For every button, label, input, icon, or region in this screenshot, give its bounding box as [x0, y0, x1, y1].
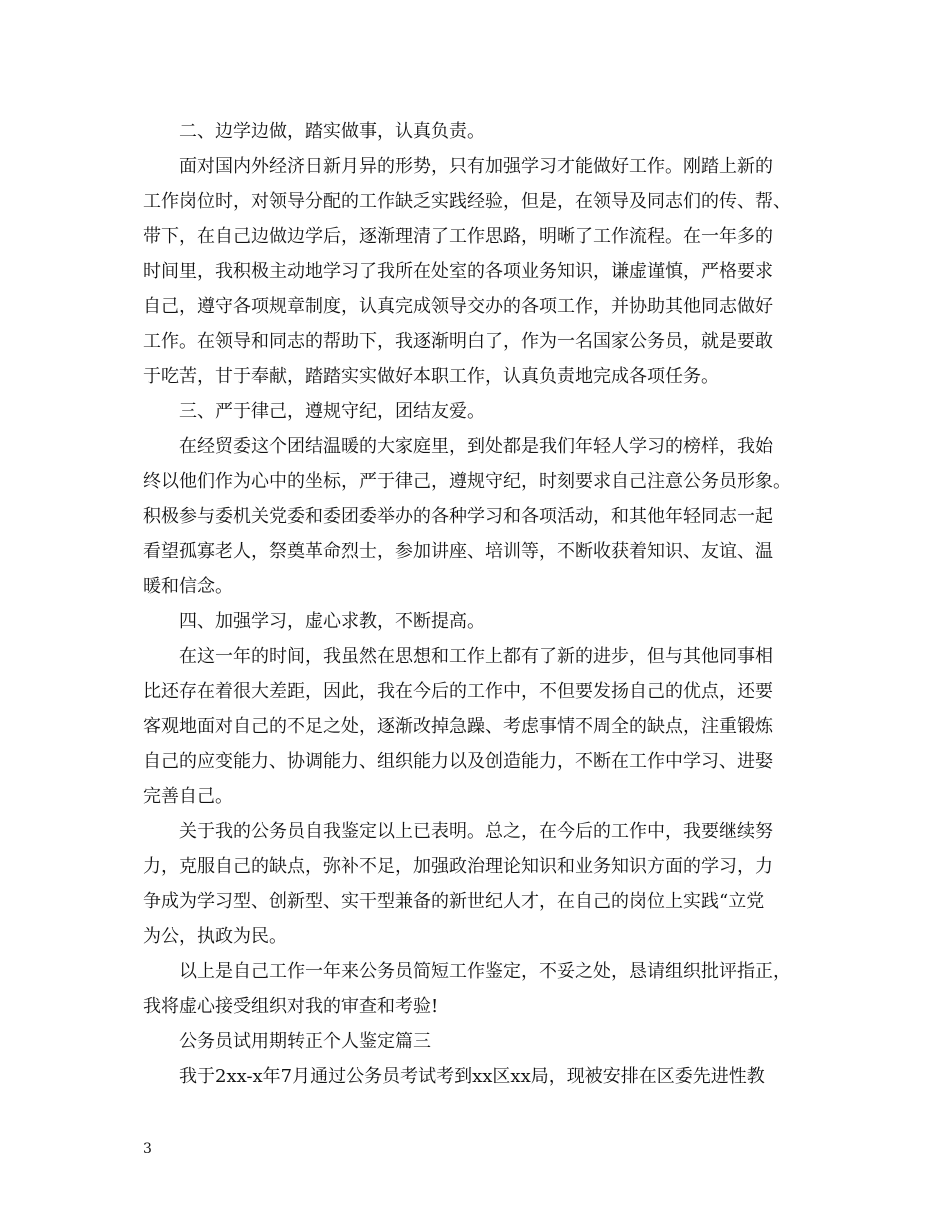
paragraph-line: 我将虚心接受组织对我的审查和考验!	[143, 996, 439, 1017]
paragraph-line: 在这一年的时间，我虽然在思想和工作上都有了新的进步，但与其他同事相	[179, 646, 773, 667]
paragraph-line: 比还存在着很大差距，因此，我在今后的工作中，不但要发扬自己的优点，还要	[143, 681, 773, 702]
paragraph-line: 在经贸委这个团结温暖的大家庭里，到处都是我们年轻人学习的榜样，我始	[179, 436, 773, 457]
section-heading-3: 三、严于律己，遵规守纪，团结友爱。	[179, 401, 485, 422]
paragraph-line: 于吃苦，甘于奉献，踏踏实实做好本职工作，认真负责地完成各项任务。	[143, 366, 719, 387]
paragraph-line: 自己，遵守各项规章制度，认真完成领导交办的各项工作，并协助其他同志做好	[143, 296, 773, 317]
paragraph-line: 为公，执政为民。	[143, 926, 287, 947]
paragraph-line: 关于我的公务员自我鉴定以上已表明。总之，在今后的工作中，我要继续努	[179, 821, 773, 842]
paragraph-line: 面对国内外经济日新月异的形势，只有加强学习才能做好工作。刚踏上新的	[179, 156, 773, 177]
page-number: 3	[143, 1141, 152, 1157]
paragraph-line: 完善自己。	[143, 786, 233, 807]
paragraph-line: 看望孤寡老人，祭奠革命烈士，参加讲座、培训等，不断收获着知识、友谊、温	[143, 541, 773, 562]
paragraph-line: 力，克服自己的缺点，弥补不足，加强政治理论知识和业务知识方面的学习，力	[143, 856, 773, 877]
paragraph-line: 时间里，我积极主动地学习了我所在处室的各项业务知识，谦虚谨慎，严格要求	[143, 261, 773, 282]
paragraph-line: 争成为学习型、创新型、实干型兼备的新世纪人才，在自己的岗位上实践“立党	[143, 891, 765, 912]
paragraph-line: 带下，在自己边做边学后，逐渐理清了工作思路，明晰了工作流程。在一年多的	[143, 226, 773, 247]
section-heading-4: 四、加强学习，虚心求教，不断提高。	[179, 611, 485, 632]
paragraph-line: 客观地面对自己的不足之处，逐渐改掉急躁、考虑事情不周全的缺点，注重锻炼	[143, 716, 773, 737]
paragraph-line: 自己的应变能力、协调能力、组织能力以及创造能力，不断在工作中学习、进娶	[143, 751, 773, 772]
paragraph-line: 终以他们作为心中的坐标，严于律己，遵规守纪，时刻要求自己注意公务员形象。	[143, 471, 791, 492]
paragraph-line: 暖和信念。	[143, 576, 233, 597]
section-heading-2: 二、边学边做，踏实做事，认真负责。	[179, 121, 485, 142]
paragraph-line: 以上是自己工作一年来公务员简短工作鉴定，不妥之处，恳请组织批评指正，	[179, 961, 791, 982]
paragraph-line: 工作。在领导和同志的帮助下，我逐渐明白了，作为一名国家公务员，就是要敢	[143, 331, 773, 352]
paragraph-line: 我于2xx-x年7月通过公务员考试考到xx区xx局，现被安排在区委先进性教	[179, 1066, 765, 1087]
paragraph-line: 工作岗位时，对领导分配的工作缺乏实践经验，但是，在领导及同志们的传、帮、	[143, 191, 791, 212]
paragraph-line: 积极参与委机关党委和委团委举办的各种学习和各项活动，和其他年轻同志一起	[143, 506, 773, 527]
section-title: 公务员试用期转正个人鉴定篇三	[179, 1031, 431, 1052]
